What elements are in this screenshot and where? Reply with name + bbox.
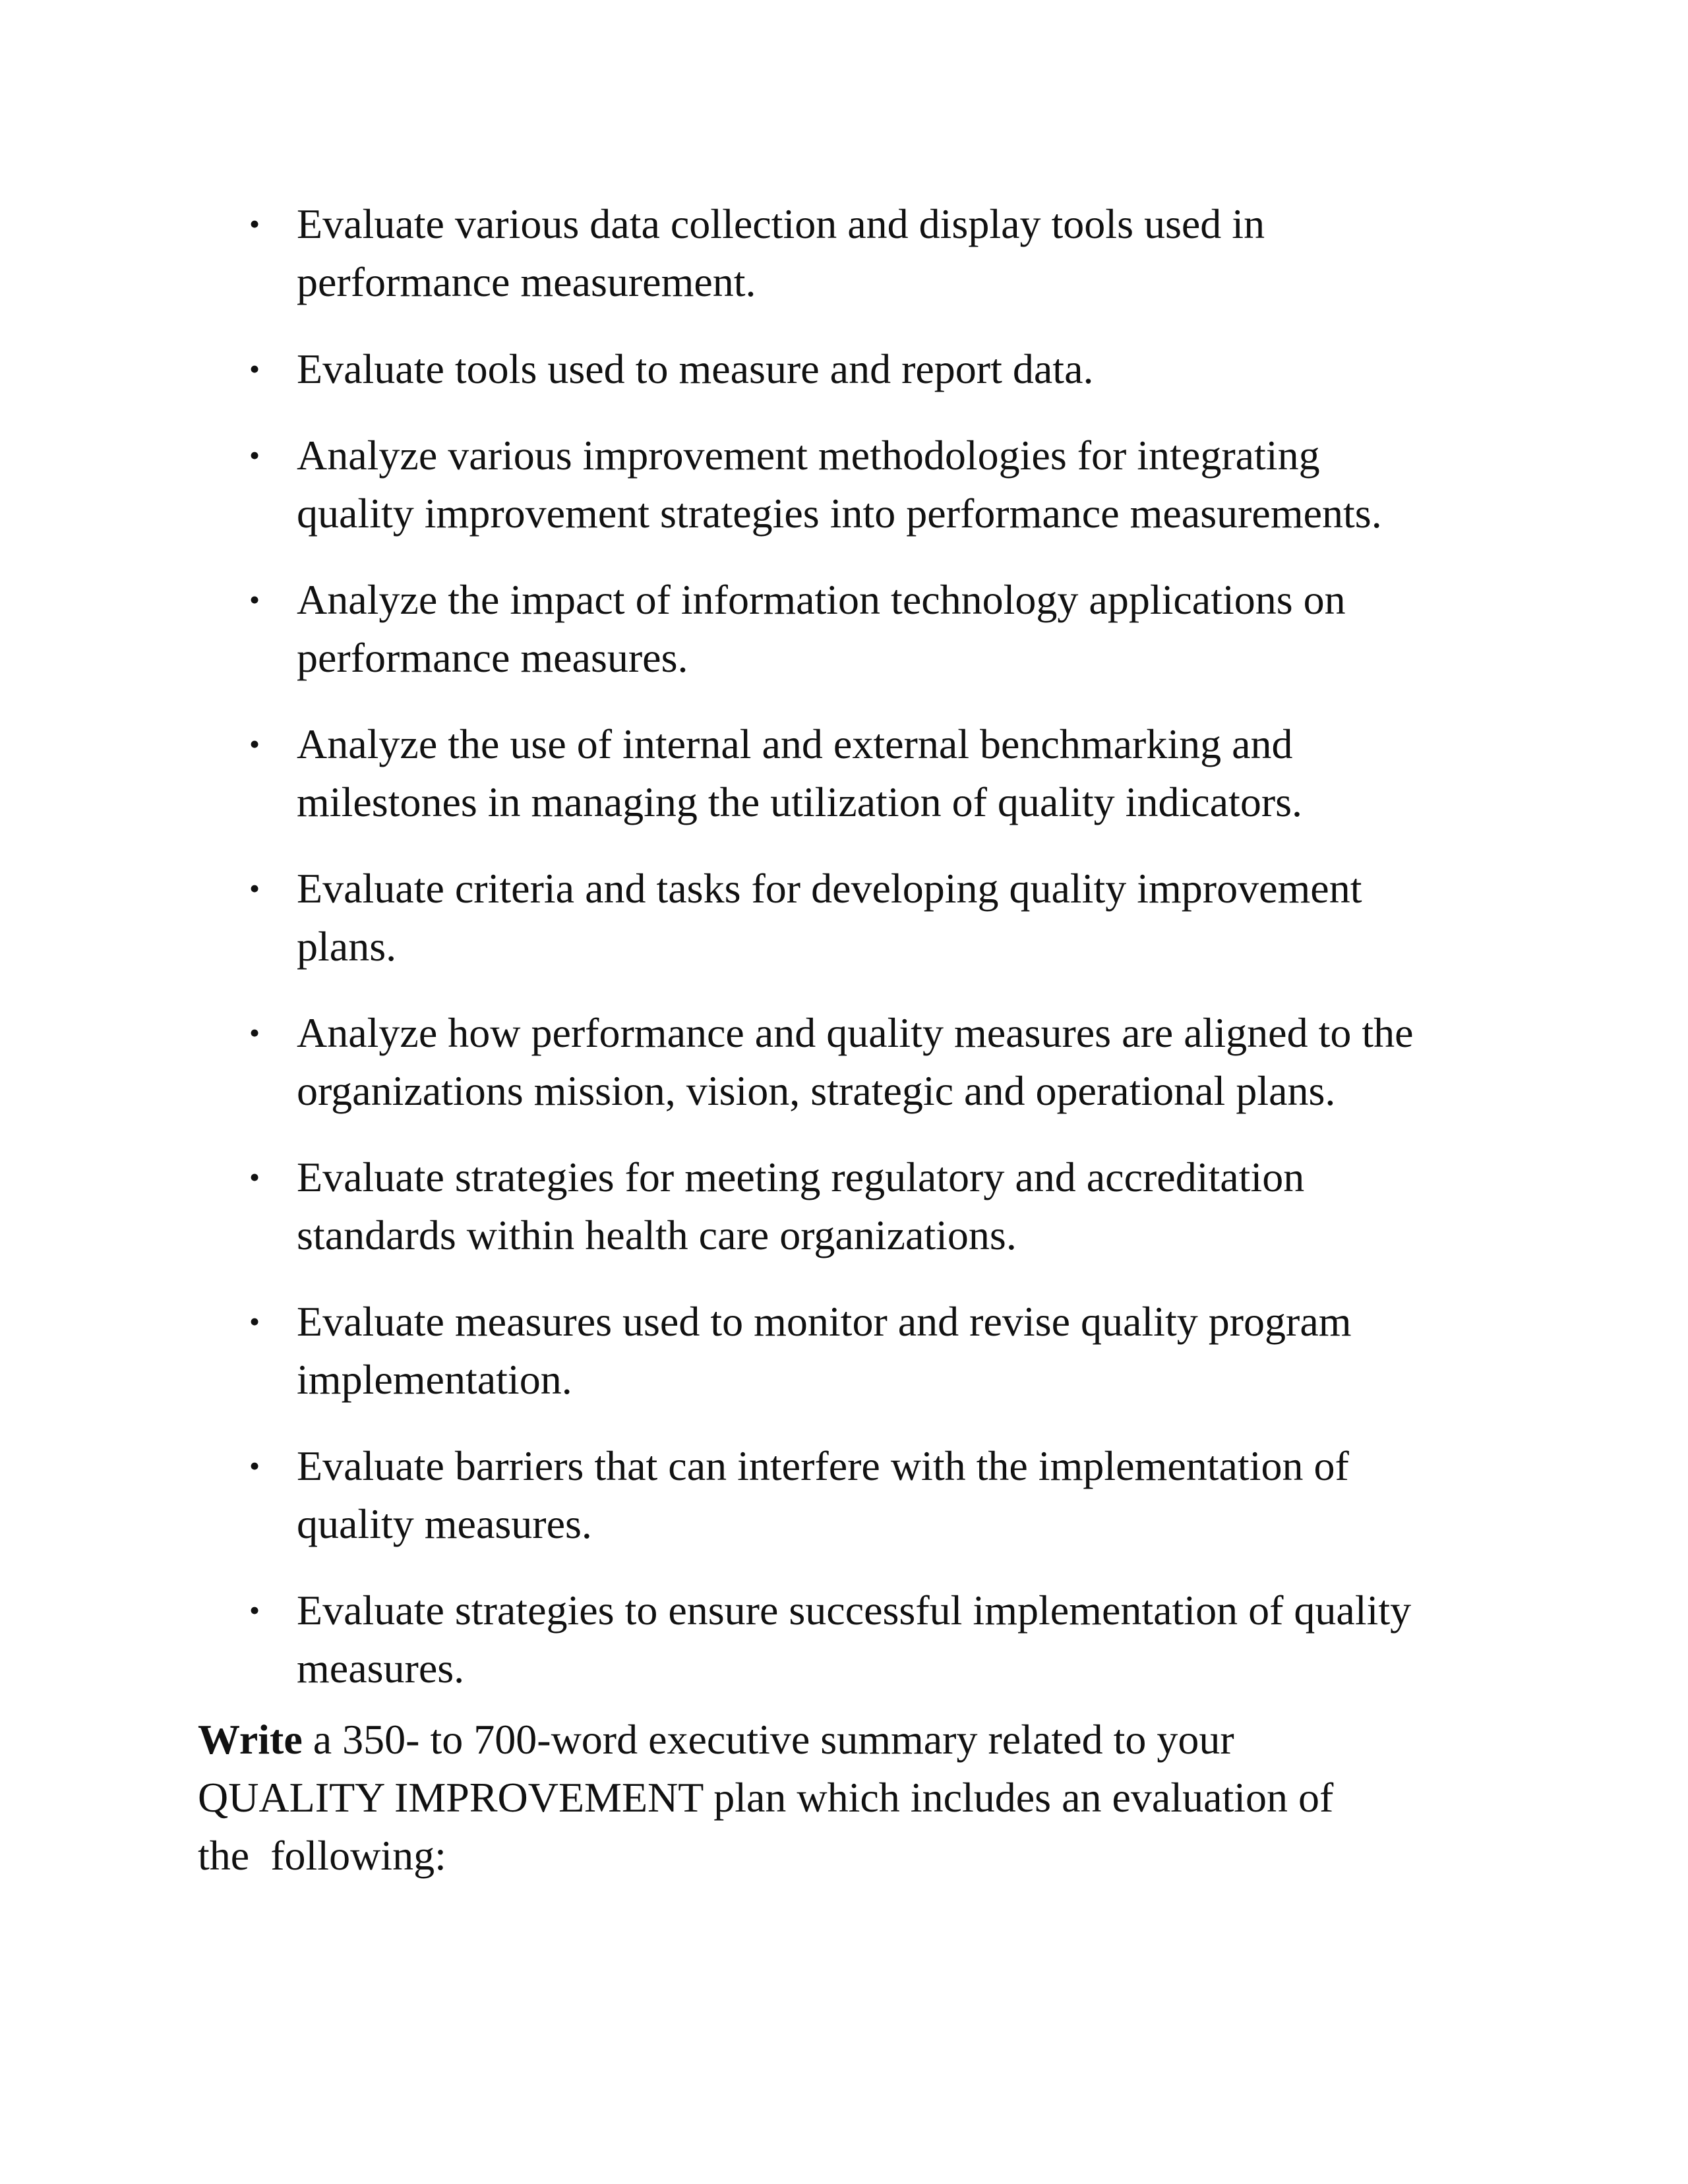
list-item-line: Analyze how performance and quality measures are aligned to the xyxy=(297,1009,1414,1056)
bullet-icon: • xyxy=(249,1160,260,1194)
bullet-icon: • xyxy=(249,1449,260,1483)
list-item-line: Evaluate barriers that can interfere with the implementation of xyxy=(297,1442,1349,1489)
list-item-line: implementation. xyxy=(297,1356,572,1403)
summary-line-1-rest: a 350- to 700-word executive summary related to your xyxy=(302,1716,1234,1763)
bullet-icon: • xyxy=(249,727,260,761)
list-item-line: quality improvement strategies into performance measurements. xyxy=(297,490,1382,537)
list-item-line: Analyze the impact of information technology applications on xyxy=(297,576,1346,623)
executive-summary-instructions xyxy=(198,1711,1517,1885)
list-item xyxy=(249,1004,1484,1120)
list-item xyxy=(249,571,1484,687)
list-item-line: organizations mission, vision, strategic and operational plans. xyxy=(297,1067,1336,1114)
summary-line-3: the following: xyxy=(198,1832,446,1879)
list-item-line: performance measurement. xyxy=(297,258,756,305)
bullet-icon: • xyxy=(249,438,260,472)
list-item xyxy=(249,860,1484,976)
list-item xyxy=(249,1293,1484,1409)
list-item-line: plans. xyxy=(297,923,397,970)
list-item xyxy=(249,340,1484,398)
summary-line-1 xyxy=(198,1711,1517,1769)
list-item-line: performance measures. xyxy=(297,634,688,681)
list-item xyxy=(249,195,1484,311)
list-item xyxy=(249,1148,1484,1264)
summary-bold-word: Write xyxy=(198,1716,303,1763)
bullet-icon: • xyxy=(249,1593,260,1627)
list-item xyxy=(249,1437,1484,1553)
list-item xyxy=(249,715,1484,831)
list-item-line: milestones in managing the utilization of quality indicators. xyxy=(297,779,1303,825)
list-item-line: Evaluate tools used to measure and report data. xyxy=(297,345,1094,392)
list-item-line: standards within health care organizations. xyxy=(297,1212,1017,1258)
list-item-line: Evaluate strategies to ensure successful implementation of quality xyxy=(297,1587,1412,1634)
bullet-icon: • xyxy=(249,871,260,905)
list-item-line: Evaluate various data collection and display tools used in xyxy=(297,200,1265,247)
list-item xyxy=(249,1581,1484,1697)
bullet-icon: • xyxy=(249,583,260,616)
bullet-icon: • xyxy=(249,1305,260,1338)
list-item xyxy=(249,427,1484,543)
list-item-line: Evaluate criteria and tasks for developing quality improvement xyxy=(297,865,1362,912)
summary-line-2: QUALITY IMPROVEMENT plan which includes an evaluation of xyxy=(198,1774,1334,1821)
bullet-icon: • xyxy=(249,352,260,386)
list-item-line: Evaluate measures used to monitor and revise quality program xyxy=(297,1298,1352,1345)
list-item-line: Analyze various improvement methodologies for integrating xyxy=(297,432,1320,479)
list-item-line: Analyze the use of internal and external benchmarking and xyxy=(297,721,1293,767)
list-item-line: Evaluate strategies for meeting regulatory and accreditation xyxy=(297,1154,1305,1200)
list-item-line: measures. xyxy=(297,1645,465,1692)
list-item-line: quality measures. xyxy=(297,1500,592,1547)
bullet-icon: • xyxy=(249,207,260,241)
bullet-icon: • xyxy=(249,1016,260,1049)
